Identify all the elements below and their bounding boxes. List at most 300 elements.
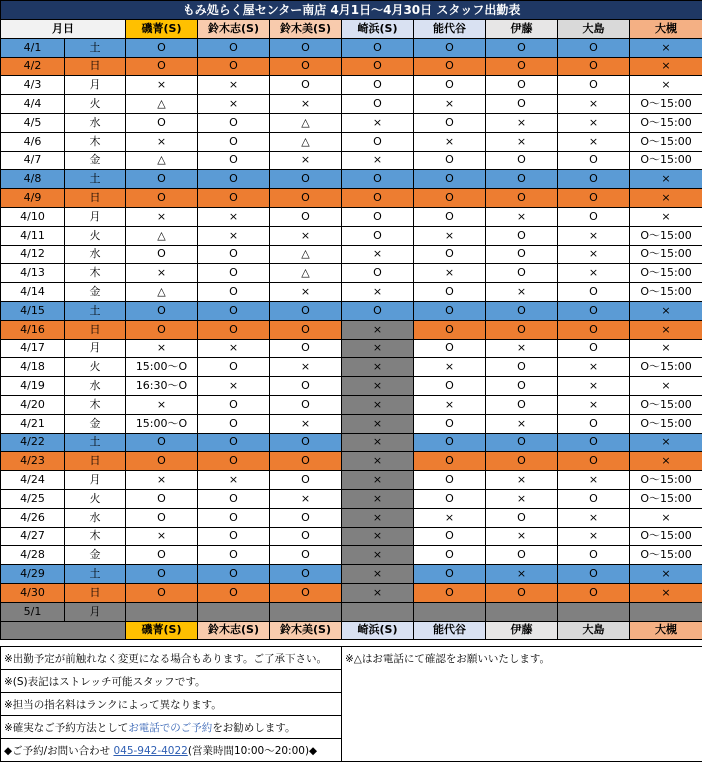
- date-cell: 4/29: [1, 565, 65, 584]
- availability-cell: O: [558, 452, 630, 471]
- availability-cell: ×: [486, 471, 558, 490]
- availability-cell: O: [198, 245, 270, 264]
- weekday-cell: 日: [65, 583, 126, 602]
- availability-cell: O: [558, 189, 630, 208]
- availability-cell: ×: [414, 226, 486, 245]
- availability-cell: O: [486, 546, 558, 565]
- availability-cell: ×: [342, 245, 414, 264]
- availability-cell: O: [414, 546, 486, 565]
- availability-cell: ×: [558, 508, 630, 527]
- footer-staff-5: 能代谷: [414, 621, 486, 640]
- schedule-row: [1, 489, 702, 508]
- schedule-row: [1, 132, 702, 151]
- availability-cell: O: [198, 113, 270, 132]
- note-triangle: ※△はお電話にて確認をお願いいたします。: [342, 647, 702, 762]
- availability-cell: ×: [342, 471, 414, 490]
- availability-cell: O: [126, 583, 198, 602]
- availability-cell: ×: [270, 226, 342, 245]
- weekday-cell: 日: [65, 452, 126, 471]
- availability-cell: ×: [486, 489, 558, 508]
- availability-cell: O: [486, 377, 558, 396]
- availability-cell: ×: [342, 565, 414, 584]
- availability-cell: ×: [630, 189, 702, 208]
- availability-cell: ×: [126, 339, 198, 358]
- availability-cell: O: [414, 151, 486, 170]
- note-reservation-a: ※確実なご予約方法として: [4, 721, 129, 734]
- footer-staff-2: 鈴木志(S): [198, 621, 270, 640]
- availability-cell: ×: [558, 132, 630, 151]
- date-cell: 4/3: [1, 76, 65, 95]
- availability-cell: ×: [270, 95, 342, 114]
- availability-cell: O～15:00: [630, 95, 702, 114]
- availability-cell: O: [486, 395, 558, 414]
- note-reservation-c: をお勧めします。: [212, 721, 296, 734]
- availability-cell: ×: [486, 565, 558, 584]
- availability-cell: [558, 602, 630, 621]
- date-cell: 4/6: [1, 132, 65, 151]
- availability-cell: O: [126, 565, 198, 584]
- availability-cell: O: [270, 395, 342, 414]
- contact-line: [1, 739, 342, 762]
- availability-cell: ×: [270, 489, 342, 508]
- availability-cell: O: [342, 76, 414, 95]
- header-staff-2: 鈴木志(S): [198, 20, 270, 39]
- business-hours: (営業時間10:00～20:00)◆: [187, 744, 318, 757]
- availability-cell: O: [414, 527, 486, 546]
- schedule-row: [1, 583, 702, 602]
- availability-cell: ×: [558, 395, 630, 414]
- weekday-cell: 土: [65, 565, 126, 584]
- availability-cell: O～15:00: [630, 395, 702, 414]
- date-cell: 4/25: [1, 489, 65, 508]
- availability-cell: ×: [630, 377, 702, 396]
- availability-cell: O: [270, 546, 342, 565]
- weekday-cell: 土: [65, 301, 126, 320]
- availability-cell: O: [126, 546, 198, 565]
- schedule-row: [1, 301, 702, 320]
- availability-cell: O: [414, 414, 486, 433]
- availability-cell: O: [126, 189, 198, 208]
- note-schedule-change: ※出勤予定が前触れなく変更になる場合もあります。ご了承下さい。: [1, 647, 342, 670]
- availability-cell: O: [558, 546, 630, 565]
- availability-cell: ×: [126, 471, 198, 490]
- availability-cell: ×: [414, 508, 486, 527]
- availability-cell: O: [198, 170, 270, 189]
- availability-cell: O: [486, 320, 558, 339]
- weekday-cell: 月: [65, 207, 126, 226]
- date-cell: 4/21: [1, 414, 65, 433]
- availability-cell: O: [414, 207, 486, 226]
- availability-cell: O: [558, 283, 630, 302]
- availability-cell: O: [198, 132, 270, 151]
- availability-cell: O: [198, 320, 270, 339]
- availability-cell: O: [414, 38, 486, 57]
- availability-cell: [486, 602, 558, 621]
- availability-cell: O: [126, 508, 198, 527]
- weekday-cell: 土: [65, 433, 126, 452]
- availability-cell: O: [126, 489, 198, 508]
- availability-cell: ×: [630, 76, 702, 95]
- availability-cell: ×: [270, 414, 342, 433]
- availability-cell: ×: [630, 452, 702, 471]
- availability-cell: O: [486, 358, 558, 377]
- schedule-row: [1, 38, 702, 57]
- schedule-row: [1, 414, 702, 433]
- availability-cell: ×: [342, 546, 414, 565]
- availability-cell: O: [342, 38, 414, 57]
- date-cell: 4/20: [1, 395, 65, 414]
- footer-staff-1: 磯菁(S): [126, 621, 198, 640]
- schedule-row: [1, 565, 702, 584]
- date-cell: 4/2: [1, 57, 65, 76]
- availability-cell: ×: [342, 527, 414, 546]
- availability-cell: O: [198, 527, 270, 546]
- header-staff-3: 鈴木美(S): [270, 20, 342, 39]
- availability-cell: O: [558, 76, 630, 95]
- availability-cell: ×: [558, 264, 630, 283]
- date-cell: 4/8: [1, 170, 65, 189]
- availability-cell: ×: [414, 395, 486, 414]
- availability-cell: ×: [342, 320, 414, 339]
- availability-cell: △: [126, 151, 198, 170]
- date-cell: 4/27: [1, 527, 65, 546]
- availability-cell: ×: [342, 508, 414, 527]
- date-cell: 4/22: [1, 433, 65, 452]
- availability-cell: ×: [198, 226, 270, 245]
- availability-cell: O: [414, 301, 486, 320]
- availability-cell: ×: [342, 433, 414, 452]
- weekday-cell: 水: [65, 245, 126, 264]
- availability-cell: O: [558, 207, 630, 226]
- availability-cell: O: [486, 38, 558, 57]
- availability-cell: [270, 602, 342, 621]
- availability-cell: O: [126, 38, 198, 57]
- availability-cell: O: [486, 264, 558, 283]
- availability-cell: O～15:00: [630, 546, 702, 565]
- date-cell: 4/23: [1, 452, 65, 471]
- availability-cell: ×: [126, 207, 198, 226]
- availability-cell: O: [486, 151, 558, 170]
- weekday-cell: 日: [65, 57, 126, 76]
- weekday-cell: 日: [65, 189, 126, 208]
- schedule-row: [1, 602, 702, 621]
- availability-cell: O～15:00: [630, 132, 702, 151]
- availability-cell: ×: [126, 264, 198, 283]
- weekday-cell: 火: [65, 95, 126, 114]
- availability-cell: ×: [630, 583, 702, 602]
- availability-cell: O: [414, 113, 486, 132]
- availability-cell: ×: [558, 471, 630, 490]
- date-cell: 5/1: [1, 602, 65, 621]
- weekday-cell: 金: [65, 151, 126, 170]
- date-cell: 4/15: [1, 301, 65, 320]
- availability-cell: [198, 602, 270, 621]
- phone-link[interactable]: 045-942-4022: [113, 744, 188, 757]
- availability-cell: ×: [558, 527, 630, 546]
- schedule-row: [1, 283, 702, 302]
- availability-cell: O: [270, 471, 342, 490]
- schedule-row: [1, 189, 702, 208]
- availability-cell: ×: [342, 452, 414, 471]
- note-stretch: ※(S)表記はストレッチ可能スタッフです。: [1, 670, 342, 693]
- availability-cell: O: [270, 207, 342, 226]
- schedule-row: [1, 245, 702, 264]
- availability-cell: ×: [198, 95, 270, 114]
- availability-cell: O: [414, 57, 486, 76]
- footer-staff-4: 崎浜(S): [342, 621, 414, 640]
- note-reservation: [1, 716, 342, 739]
- date-cell: 4/24: [1, 471, 65, 490]
- schedule-row: [1, 320, 702, 339]
- weekday-cell: 木: [65, 527, 126, 546]
- availability-cell: O: [126, 452, 198, 471]
- availability-cell: ×: [486, 339, 558, 358]
- availability-cell: O: [126, 433, 198, 452]
- availability-cell: ×: [414, 358, 486, 377]
- availability-cell: ×: [558, 95, 630, 114]
- availability-cell: O～15:00: [630, 358, 702, 377]
- availability-cell: O: [486, 508, 558, 527]
- availability-cell: O: [414, 489, 486, 508]
- availability-cell: O: [198, 57, 270, 76]
- availability-cell: O: [270, 583, 342, 602]
- availability-cell: ×: [630, 565, 702, 584]
- availability-cell: 15:00～O: [126, 358, 198, 377]
- availability-cell: O: [198, 414, 270, 433]
- availability-cell: ×: [630, 207, 702, 226]
- availability-cell: O: [342, 95, 414, 114]
- availability-cell: O: [126, 113, 198, 132]
- weekday-cell: 水: [65, 113, 126, 132]
- schedule-row: [1, 76, 702, 95]
- availability-cell: O: [414, 339, 486, 358]
- availability-cell: O: [558, 301, 630, 320]
- availability-cell: O: [342, 264, 414, 283]
- availability-cell: O: [270, 301, 342, 320]
- availability-cell: O: [414, 433, 486, 452]
- availability-cell: ×: [630, 433, 702, 452]
- header-row: [1, 20, 702, 39]
- availability-cell: ×: [558, 226, 630, 245]
- date-cell: 4/4: [1, 95, 65, 114]
- availability-cell: O～15:00: [630, 283, 702, 302]
- schedule-row: [1, 170, 702, 189]
- schedule-row: [1, 452, 702, 471]
- header-staff-4: 崎浜(S): [342, 20, 414, 39]
- availability-cell: O: [270, 508, 342, 527]
- weekday-cell: 木: [65, 264, 126, 283]
- availability-cell: O: [198, 264, 270, 283]
- availability-cell: ×: [630, 508, 702, 527]
- weekday-cell: 日: [65, 320, 126, 339]
- availability-cell: ×: [270, 151, 342, 170]
- availability-cell: O: [414, 283, 486, 302]
- availability-cell: [342, 602, 414, 621]
- schedule-row: [1, 95, 702, 114]
- schedule-row: [1, 433, 702, 452]
- availability-cell: O: [486, 57, 558, 76]
- weekday-cell: 月: [65, 339, 126, 358]
- availability-cell: [630, 602, 702, 621]
- header-staff-6: 伊藤: [486, 20, 558, 39]
- availability-cell: ×: [486, 207, 558, 226]
- footer-staff-8: 大槻: [630, 621, 702, 640]
- date-cell: 4/14: [1, 283, 65, 302]
- availability-cell: O: [414, 76, 486, 95]
- availability-cell: O: [270, 565, 342, 584]
- availability-cell: O: [126, 320, 198, 339]
- availability-cell: ×: [630, 301, 702, 320]
- availability-cell: ×: [486, 113, 558, 132]
- availability-cell: O: [126, 245, 198, 264]
- availability-cell: ×: [270, 283, 342, 302]
- availability-cell: O: [270, 320, 342, 339]
- availability-cell: O: [486, 189, 558, 208]
- availability-cell: O: [270, 339, 342, 358]
- footer-header-row: [1, 621, 702, 640]
- availability-cell: O: [414, 170, 486, 189]
- weekday-cell: 金: [65, 546, 126, 565]
- availability-cell: ×: [486, 527, 558, 546]
- weekday-cell: 月: [65, 76, 126, 95]
- availability-cell: O: [198, 565, 270, 584]
- weekday-cell: 月: [65, 471, 126, 490]
- weekday-cell: 水: [65, 377, 126, 396]
- availability-cell: O～15:00: [630, 113, 702, 132]
- availability-cell: O: [414, 189, 486, 208]
- schedule-row: [1, 546, 702, 565]
- availability-cell: ×: [558, 358, 630, 377]
- availability-cell: O: [198, 38, 270, 57]
- availability-cell: O: [270, 452, 342, 471]
- availability-cell: O: [558, 565, 630, 584]
- footer-staff-7: 大島: [558, 621, 630, 640]
- weekday-cell: 月: [65, 602, 126, 621]
- availability-cell: ×: [630, 170, 702, 189]
- availability-cell: △: [126, 95, 198, 114]
- header-staff-1: 磯菁(S): [126, 20, 198, 39]
- availability-cell: ×: [126, 395, 198, 414]
- availability-cell: O: [486, 433, 558, 452]
- schedule-row: [1, 527, 702, 546]
- availability-cell: O: [198, 583, 270, 602]
- availability-cell: ×: [630, 339, 702, 358]
- availability-cell: ×: [630, 320, 702, 339]
- availability-cell: O: [198, 433, 270, 452]
- availability-cell: ×: [342, 414, 414, 433]
- footer-blank: [1, 621, 126, 640]
- availability-cell: O: [198, 283, 270, 302]
- weekday-cell: 土: [65, 170, 126, 189]
- availability-cell: ×: [630, 38, 702, 57]
- availability-cell: ×: [342, 377, 414, 396]
- availability-cell: O: [558, 433, 630, 452]
- availability-cell: ×: [486, 132, 558, 151]
- availability-cell: O: [270, 170, 342, 189]
- availability-cell: O: [270, 38, 342, 57]
- date-cell: 4/19: [1, 377, 65, 396]
- header-month-day: 月日: [1, 20, 126, 39]
- schedule-row: [1, 395, 702, 414]
- schedule-row: [1, 151, 702, 170]
- note-fee: ※担当の指名料はランクによって異なります。: [1, 693, 342, 716]
- availability-cell: O: [126, 57, 198, 76]
- schedule-row: [1, 57, 702, 76]
- availability-cell: O: [486, 245, 558, 264]
- date-cell: 4/28: [1, 546, 65, 565]
- availability-cell: ×: [342, 358, 414, 377]
- availability-cell: △: [270, 264, 342, 283]
- date-cell: 4/9: [1, 189, 65, 208]
- availability-cell: △: [270, 245, 342, 264]
- availability-cell: O: [558, 151, 630, 170]
- weekday-cell: 火: [65, 226, 126, 245]
- availability-cell: O: [414, 565, 486, 584]
- schedule-row: [1, 113, 702, 132]
- schedule-row: [1, 377, 702, 396]
- availability-cell: O～15:00: [630, 226, 702, 245]
- availability-cell: O: [558, 583, 630, 602]
- availability-cell: O: [270, 57, 342, 76]
- weekday-cell: 火: [65, 358, 126, 377]
- availability-cell: ×: [630, 57, 702, 76]
- availability-cell: O～15:00: [630, 264, 702, 283]
- availability-cell: ×: [126, 527, 198, 546]
- availability-cell: ×: [486, 414, 558, 433]
- availability-cell: ×: [558, 377, 630, 396]
- phone-reservation-text: お電話でのご予約: [128, 721, 213, 734]
- availability-cell: O: [414, 471, 486, 490]
- availability-cell: 15:00～O: [126, 414, 198, 433]
- schedule-row: [1, 339, 702, 358]
- availability-cell: ×: [342, 395, 414, 414]
- availability-cell: O: [198, 395, 270, 414]
- weekday-cell: 金: [65, 283, 126, 302]
- availability-cell: O: [558, 339, 630, 358]
- date-cell: 4/12: [1, 245, 65, 264]
- availability-cell: ×: [342, 583, 414, 602]
- availability-cell: O: [414, 583, 486, 602]
- availability-cell: O: [198, 452, 270, 471]
- availability-cell: O: [414, 377, 486, 396]
- availability-cell: ×: [558, 245, 630, 264]
- availability-cell: O: [558, 489, 630, 508]
- weekday-cell: 木: [65, 395, 126, 414]
- header-staff-5: 能代谷: [414, 20, 486, 39]
- notes-table: [0, 646, 702, 762]
- availability-cell: O～15:00: [630, 471, 702, 490]
- availability-cell: O: [342, 226, 414, 245]
- availability-cell: O: [342, 301, 414, 320]
- date-cell: 4/5: [1, 113, 65, 132]
- availability-cell: O: [486, 76, 558, 95]
- availability-cell: △: [126, 226, 198, 245]
- availability-cell: O: [486, 301, 558, 320]
- availability-cell: O: [198, 489, 270, 508]
- schedule-row: [1, 471, 702, 490]
- availability-cell: O: [198, 151, 270, 170]
- availability-cell: O: [270, 189, 342, 208]
- availability-cell: ×: [198, 377, 270, 396]
- availability-cell: ×: [342, 113, 414, 132]
- availability-cell: ×: [198, 207, 270, 226]
- availability-cell: O: [198, 508, 270, 527]
- availability-cell: ×: [414, 264, 486, 283]
- availability-cell: O～15:00: [630, 151, 702, 170]
- date-cell: 4/11: [1, 226, 65, 245]
- date-cell: 4/16: [1, 320, 65, 339]
- availability-cell: ×: [342, 489, 414, 508]
